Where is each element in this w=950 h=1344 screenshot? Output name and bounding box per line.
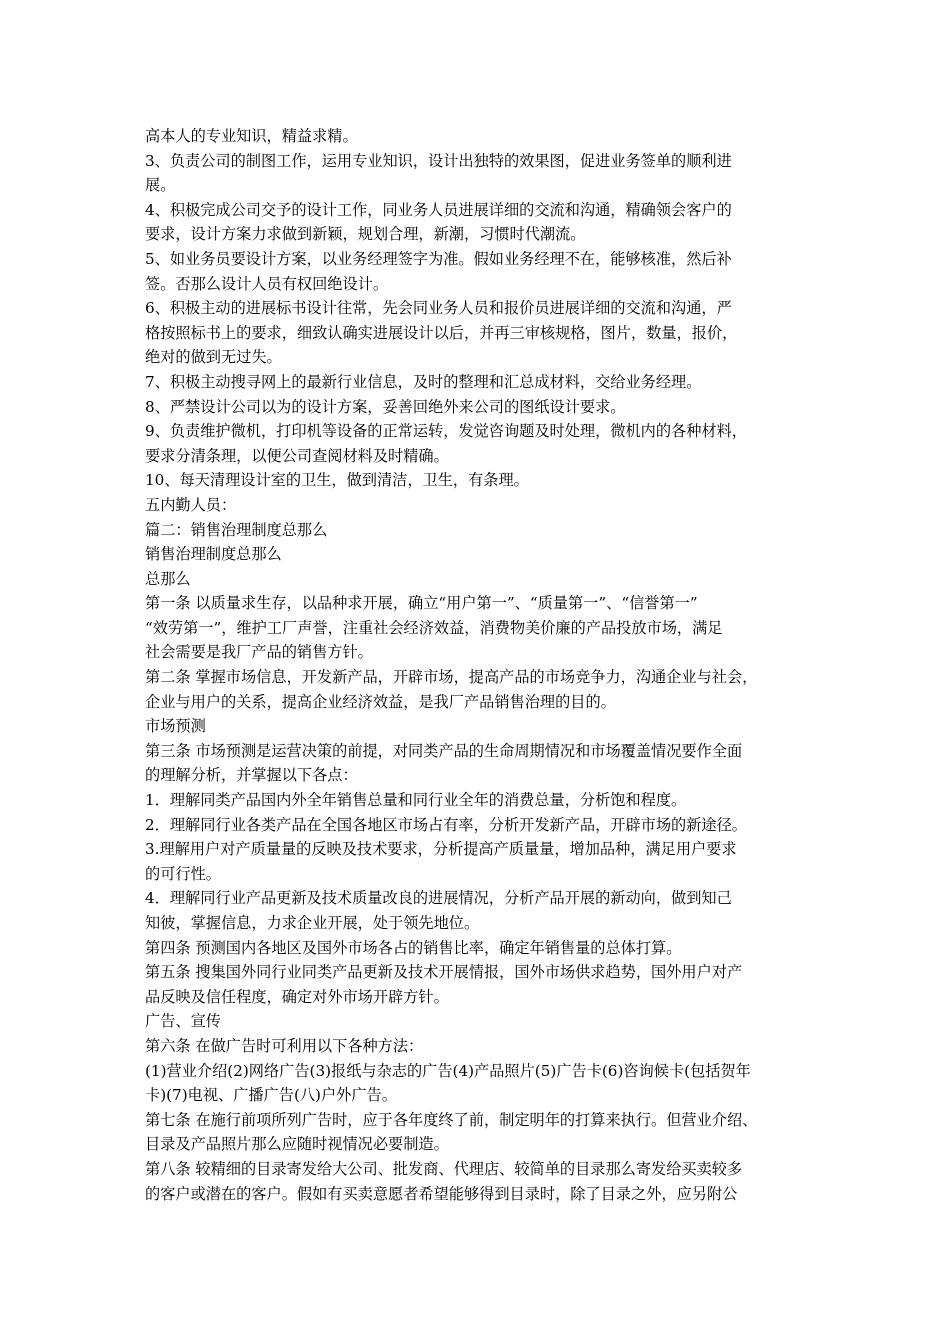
- text-line: 3、负责公司的制图工作，运用专业知识，设计出独特的效果图，促进业务签单的顺利进: [145, 151, 732, 170]
- text-line: 签。否那么设计人员有权回绝设计。: [145, 274, 388, 293]
- text-line: 第二条 掌握市场信息，开发新产品，开辟市场，提高产品的市场竞争力，沟通企业与社会，: [145, 668, 758, 687]
- text-line: 要求，设计方案力求做到新颖，规划合理，新潮，习惯时代潮流。: [145, 225, 586, 244]
- text-line: 第一条 以质量求生存，以品种求开展，确立“用户第一”、“质量第一”、“信誉第一”: [145, 594, 698, 613]
- text-line: 要求分清条理，以便公司查阅材料及时精确。: [145, 446, 449, 465]
- text-line: 第三条 市场预测是运营决策的前提，对同类产品的生命周期情况和市场覆盖情况要作全面: [145, 741, 743, 760]
- text-line: 销售治理制度总那么: [145, 545, 282, 564]
- text-line: 篇二：销售治理制度总那么: [145, 520, 328, 539]
- text-line: “效劳第一”，维护工厂声誉，注重社会经济效益，消费物美价廉的产品投放市场，满足: [145, 618, 723, 637]
- text-line: 总那么: [145, 569, 191, 588]
- text-line: 展。: [145, 176, 176, 195]
- text-line: 3.理解用户对产质量量的反映及技术要求，分析提高产质量量，增加品种，满足用户要求: [145, 840, 737, 859]
- text-line: 第六条 在做广告时可利用以下各种方法：: [145, 1036, 424, 1055]
- document-body: [145, 124, 815, 1206]
- text-line: 五内勤人员：: [145, 495, 237, 514]
- text-line: 6、积极主动的进展标书设计往常，先会同业务人员和报价员进展详细的交流和沟通，严: [145, 299, 732, 318]
- text-line: 8、严禁设计公司以为的设计方案，妥善回绝外来公司的图纸设计要求。: [145, 397, 626, 416]
- text-line: 目录及产品照片那么应随时视情况必要制造。: [145, 1135, 449, 1154]
- text-line: 5、如业务员要设计方案，以业务经理签字为准。假如业务经理不在，能够核准，然后补: [145, 249, 732, 268]
- text-line: 卡)(7)电视、广播广告(八)户外广告。: [145, 1086, 397, 1105]
- text-line: 绝对的做到无过失。: [145, 348, 282, 367]
- text-line: 企业与用户的关系，提高企业经济效益，是我厂产品销售治理的目的。: [145, 692, 616, 711]
- text-line: 的可行性。: [145, 864, 221, 883]
- text-line: 高本人的专业知识，精益求精。: [145, 127, 358, 145]
- text-line: 7、积极主动搜寻网上的最新行业信息，及时的整理和汇总成材料，交给业务经理。: [145, 372, 702, 391]
- text-line: 9、负责维护微机，打印机等设备的正常运转，发觉咨询题及时处理，微机内的各种材料，: [145, 422, 747, 441]
- text-line: 4、积极完成公司交予的设计工作，同业务人员进展详细的交流和沟通，精确领会客户的: [145, 200, 732, 219]
- text-line: 2．理解同行业各类产品在全国各地区市场占有率，分析开发新产品，开辟市场的新途径。: [145, 815, 747, 834]
- text-line: 知彼，掌握信息，力求企业开展，处于领先地位。: [145, 914, 480, 932]
- text-line: 第四条 预测国内各地区及国外市场各占的销售比率，确定年销售量的总体打算。: [145, 938, 682, 957]
- text-line: 格按照标书上的要求，细致认确实进展设计以后，并再三审核规格，图片，数量，报价，: [145, 323, 738, 342]
- text-line: 第七条 在施行前项所列广告时，应于各年度终了前，制定明年的打算来执行。但营业介绍、: [145, 1110, 758, 1129]
- text-line: 市场预测: [145, 717, 206, 736]
- text-line: 1．理解同类产品国内外全年销售总量和同行业全年的消费总量，分析饱和程度。: [145, 791, 687, 810]
- text-line: 4．理解同行业产品更新及技术质量改良的进展情况，分析产品开展的新动向，做到知己: [145, 889, 732, 908]
- text-line: 第五条 搜集国外同行业同类产品更新及技术开展情报，国外市场供求趋势，国外用户对产: [145, 963, 743, 982]
- text-line: 社会需要是我厂产品的销售方针。: [145, 643, 373, 662]
- text-line: 的客户或潜在的客户。假如有买卖意愿者希望能够得到目录时，除了目录之外，应另附公: [145, 1184, 738, 1203]
- text-line: (1)营业介绍(2)网络广告(3)报纸与杂志的广告(4)产品照片(5)广告卡(6)咨询候卡(包括贺年: [145, 1061, 751, 1080]
- text-line: 品反映及信任程度，确定对外市场开辟方针。: [145, 987, 449, 1006]
- text-line: 的理解分析，并掌握以下各点：: [145, 766, 358, 785]
- text-line: 第八条 较精细的目录寄发给大公司、批发商、代理店、较简单的目录那么寄发给买卖较多: [145, 1159, 743, 1178]
- text-line: 10、每天清理设计室的卫生，做到清洁，卫生，有条理。: [145, 471, 529, 490]
- text-line: 广告、宣传: [145, 1012, 221, 1031]
